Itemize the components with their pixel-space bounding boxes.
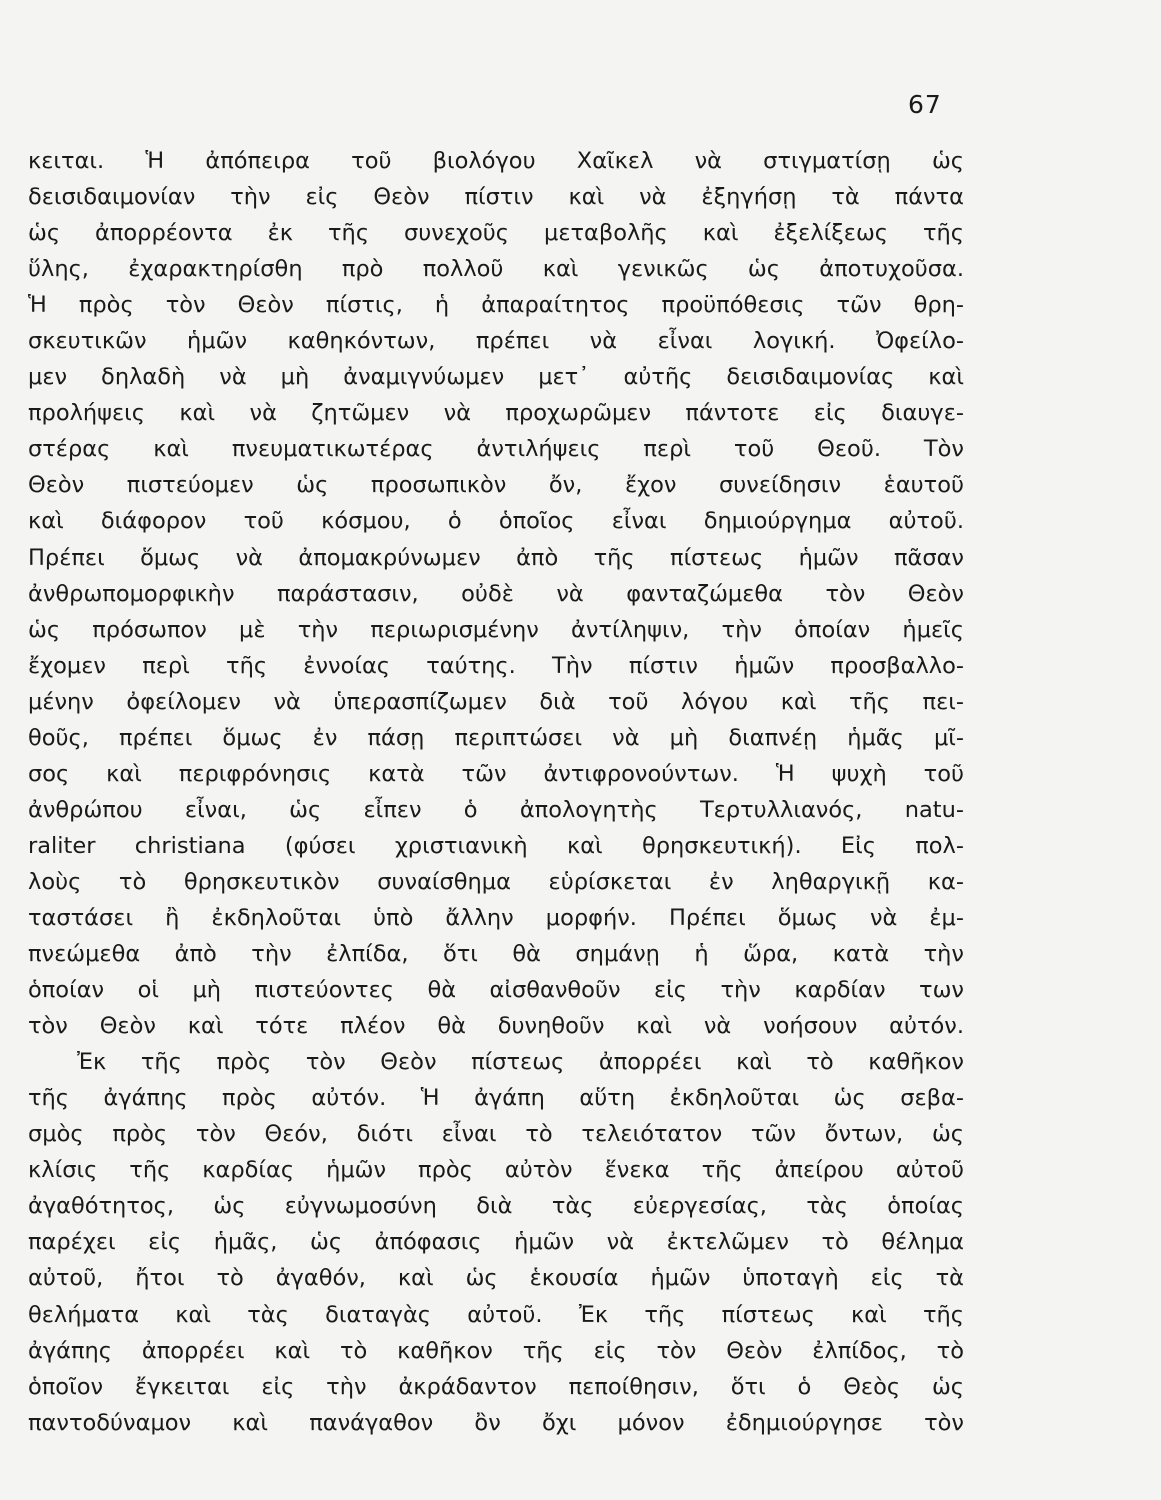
text-line: Θεὸν πιστεύομεν ὡς προσωπικὸν ὄν, ἔχον συνείδησιν ἑαυτοῦ (28, 472, 964, 499)
text-line: ὕλης, ἐχαρακτηρίσθη πρὸ πολλοῦ καὶ γενικῶς ὡς ἀποτυχοῦσα. (28, 256, 964, 283)
text-line: ταστάσει ἢ ἐκδηλοῦται ὑπὸ ἄλλην μορφήν. Πρέπει ὅμως νὰ ἐμ- (28, 904, 964, 931)
text-line: προλήψεις καὶ νὰ ζητῶμεν νὰ προχωρῶμεν πάντοτε εἰς διαυγε- (28, 400, 964, 427)
text-line: κλίσις τῆς καρδίας ἡμῶν πρὸς αὐτὸν ἕνεκα τῆς ἀπείρου αὐτοῦ (28, 1157, 964, 1184)
text-line: καὶ διάφορον τοῦ κόσμου, ὁ ὁποῖος εἶναι δημιούργημα αὐτοῦ. (28, 508, 964, 535)
body-text (28, 143, 964, 1441)
text-line: ἔχομεν περὶ τῆς ἐννοίας ταύτης. Τὴν πίστιν ἡμῶν προσβαλλο- (28, 652, 964, 679)
text-line: σκευτικῶν ἡμῶν καθηκόντων, πρέπει νὰ εἶναι λογική. Ὀφείλο- (28, 328, 964, 355)
text-line: πνεώμεθα ἀπὸ τὴν ἐλπίδα, ὅτι θὰ σημάνῃ ἡ ὥρα, κατὰ τὴν (28, 941, 964, 968)
text-line: raliter christiana (φύσει χριστιανικὴ καὶ θρησκευτική). Εἰς πολ- (28, 832, 964, 859)
text-line: σος καὶ περιφρόνησις κατὰ τῶν ἀντιφρονούντων. Ἡ ψυχὴ τοῦ (28, 760, 964, 787)
text-line: ὁποῖον ἔγκειται εἰς τὴν ἀκράδαντον πεποίθησιν, ὅτι ὁ Θεὸς ὡς (28, 1373, 964, 1400)
text-line: τὸν Θεὸν καὶ τότε πλέον θὰ δυνηθοῦν καὶ νὰ νοήσουν αὐτόν. (28, 1013, 964, 1040)
text-line: παντοδύναμον καὶ πανάγαθον ὂν ὄχι μόνον ἐδημιούργησε τὸν (28, 1409, 964, 1436)
text-line: ὡς πρόσωπον μὲ τὴν περιωρισμένην ἀντίληψιν, τὴν ὁποίαν ἡμεῖς (28, 616, 964, 643)
page-number: 67 (908, 90, 942, 119)
text-line: μεν δηλαδὴ νὰ μὴ ἀναμιγνύωμεν μετ᾽ αὐτῆς δεισιδαιμονίας καὶ (28, 364, 964, 391)
text-line: ἀνθρωπομορφικὴν παράστασιν, οὐδὲ νὰ φανταζώμεθα τὸν Θεὸν (28, 580, 964, 607)
text-line: μένην ὀφείλομεν νὰ ὑπερασπίζωμεν διὰ τοῦ λόγου καὶ τῆς πει- (28, 688, 964, 715)
text-line: λοὺς τὸ θρησκευτικὸν συναίσθημα εὑρίσκεται ἐν ληθαργικῇ κα- (28, 868, 964, 895)
text-line: ἀγάπης ἀπορρέει καὶ τὸ καθῆκον τῆς εἰς τὸν Θεὸν ἐλπίδος, τὸ (28, 1337, 964, 1364)
text-line: σμὸς πρὸς τὸν Θεόν, διότι εἶναι τὸ τελειότατον τῶν ὄντων, ὡς (28, 1121, 964, 1148)
paragraph-first-line: Ἐκ τῆς πρὸς τὸν Θεὸν πίστεως ἀπορρέει καὶ τὸ καθῆκον (77, 1049, 964, 1076)
text-line: αὐτοῦ, ἤτοι τὸ ἀγαθόν, καὶ ὡς ἑκουσία ἡμῶν ὑποταγὴ εἰς τὰ (28, 1265, 964, 1292)
text-line: ἀγαθότητος, ὡς εὐγνωμοσύνη διὰ τὰς εὐεργεσίας, τὰς ὁποίας (28, 1193, 964, 1220)
text-line: παρέχει εἰς ἡμᾶς, ὡς ἀπόφασις ἡμῶν νὰ ἐκτελῶμεν τὸ θέλημα (28, 1229, 964, 1256)
text-line: τῆς ἀγάπης πρὸς αὐτόν. Ἡ ἀγάπη αὕτη ἐκδηλοῦται ὡς σεβα- (28, 1085, 964, 1112)
text-line: στέρας καὶ πνευματικωτέρας ἀντιλήψεις περὶ τοῦ Θεοῦ. Τὸν (28, 436, 964, 463)
text-line: κειται. Ἡ ἀπόπειρα τοῦ βιολόγου Χαῖκελ νὰ στιγματίσῃ ὡς (28, 148, 964, 174)
text-line: ὁποίαν οἱ μὴ πιστεύοντες θὰ αἰσθανθοῦν εἰς τὴν καρδίαν των (28, 977, 964, 1004)
text-line: Πρέπει ὅμως νὰ ἀπομακρύνωμεν ἀπὸ τῆς πίστεως ἡμῶν πᾶσαν (28, 544, 964, 571)
text-line: ἀνθρώπου εἶναι, ὡς εἶπεν ὁ ἀπολογητὴς Τερτυλλιανός, natu- (28, 796, 964, 823)
text-line: θοῦς, πρέπει ὅμως ἐν πάσῃ περιπτώσει νὰ μὴ διαπνέῃ ἡμᾶς μῖ- (28, 724, 964, 751)
text-line: δεισιδαιμονίαν τὴν εἰς Θεὸν πίστιν καὶ νὰ ἐξηγήσῃ τὰ πάντα (28, 184, 964, 211)
text-line: ὡς ἀπορρέοντα ἐκ τῆς συνεχοῦς μεταβολῆς καὶ ἐξελίξεως τῆς (28, 220, 964, 247)
text-line: θελήματα καὶ τὰς διαταγὰς αὐτοῦ. Ἐκ τῆς πίστεως καὶ τῆς (28, 1301, 964, 1328)
text-line: Ἡ πρὸς τὸν Θεὸν πίστις, ἡ ἀπαραίτητος προϋπόθεσις τῶν θρη- (28, 292, 964, 319)
